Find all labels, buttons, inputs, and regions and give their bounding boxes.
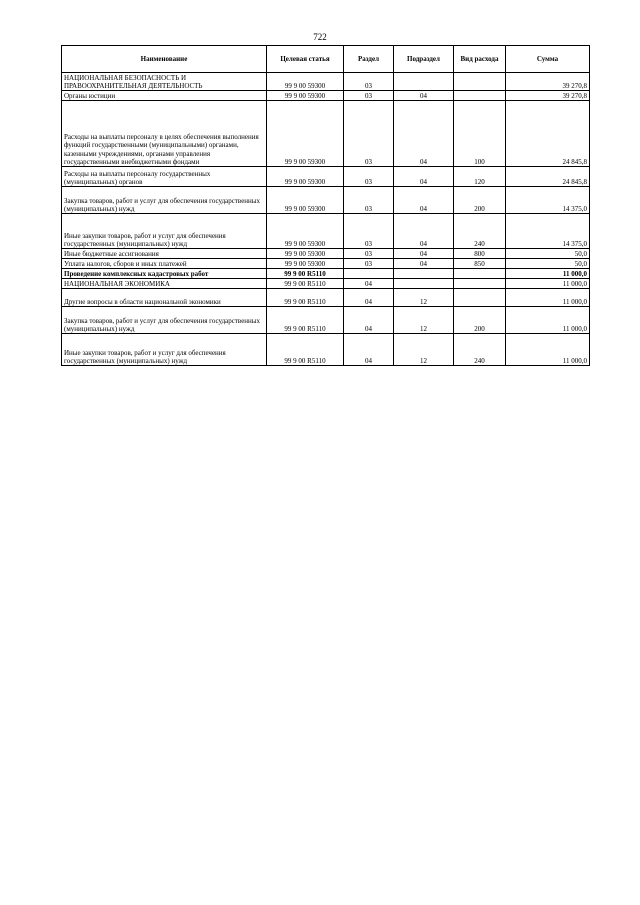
table-body: [62, 73, 590, 366]
table-row: [62, 279, 590, 289]
cell-section: 03: [344, 73, 394, 91]
table-row: [62, 269, 590, 279]
column-header-sum: Сумма: [506, 46, 590, 73]
cell-name: Закупка товаров, работ и услуг для обеспечения государственных (муниципальных) нужд: [62, 187, 267, 214]
cell-sum: 11 000,0: [506, 289, 590, 307]
cell-subsection: 04: [394, 259, 454, 269]
cell-subsection: 04: [394, 167, 454, 187]
cell-target-code: 99 9 00 R5110: [267, 334, 344, 366]
table-row: [62, 214, 590, 249]
cell-target-code: 99 9 00 59300: [267, 259, 344, 269]
cell-sum: 14 375,0: [506, 214, 590, 249]
cell-sum: 50,0: [506, 259, 590, 269]
cell-expense-type: 240: [454, 334, 506, 366]
cell-section: 03: [344, 259, 394, 269]
cell-expense-type: [454, 289, 506, 307]
cell-name: Другие вопросы в области национальной экономики: [62, 289, 267, 307]
cell-section: 03: [344, 214, 394, 249]
cell-sum: 39 270,8: [506, 91, 590, 101]
cell-expense-type: 100: [454, 101, 506, 167]
cell-expense-type: 120: [454, 167, 506, 187]
cell-name: Расходы на выплаты персоналу государственных (муниципальных) органов: [62, 167, 267, 187]
cell-expense-type: 850: [454, 259, 506, 269]
page-number: 722: [313, 32, 327, 42]
cell-subsection: 04: [394, 101, 454, 167]
cell-subsection: 12: [394, 334, 454, 366]
cell-section: 04: [344, 307, 394, 334]
cell-target-code: 99 9 00 59300: [267, 249, 344, 259]
column-header-section: Раздел: [344, 46, 394, 73]
table-row: [62, 187, 590, 214]
cell-name: Органы юстиции: [62, 91, 267, 101]
cell-subsection: 04: [394, 187, 454, 214]
cell-section: [344, 269, 394, 279]
table-row: [62, 73, 590, 91]
cell-target-code: 99 9 00 R5110: [267, 307, 344, 334]
cell-section: 03: [344, 249, 394, 259]
cell-expense-type: 240: [454, 214, 506, 249]
cell-section: 04: [344, 279, 394, 289]
cell-subsection: [394, 279, 454, 289]
table-row: [62, 249, 590, 259]
cell-name: Иные бюджетные ассигнования: [62, 249, 267, 259]
cell-expense-type: [454, 91, 506, 101]
cell-expense-type: [454, 269, 506, 279]
cell-target-code: 99 9 00 59300: [267, 73, 344, 91]
table-row: [62, 334, 590, 366]
column-header-code: Целевая статья: [267, 46, 344, 73]
cell-name: Уплата налогов, сборов и иных платежей: [62, 259, 267, 269]
cell-sum: 11 000,0: [506, 307, 590, 334]
table-row: [62, 101, 590, 167]
table-header-row: [62, 46, 590, 73]
cell-subsection: 12: [394, 289, 454, 307]
cell-target-code: 99 9 00 59300: [267, 167, 344, 187]
cell-name: Иные закупки товаров, работ и услуг для обеспечения государственных (муниципальных) нужд: [62, 214, 267, 249]
cell-expense-type: 200: [454, 187, 506, 214]
table-row: [62, 91, 590, 101]
table-row: [62, 289, 590, 307]
cell-sum: 24 845,8: [506, 101, 590, 167]
cell-target-code: 99 9 00 R5110: [267, 269, 344, 279]
cell-expense-type: [454, 279, 506, 289]
cell-sum: 39 270,8: [506, 73, 590, 91]
cell-section: 03: [344, 187, 394, 214]
cell-expense-type: 800: [454, 249, 506, 259]
cell-name: НАЦИОНАЛЬНАЯ БЕЗОПАСНОСТЬ И ПРАВООХРАНИТЕЛЬНАЯ ДЕЯТЕЛЬНОСТЬ: [62, 73, 267, 91]
cell-target-code: 99 9 00 59300: [267, 101, 344, 167]
cell-sum: 11 000,0: [506, 269, 590, 279]
cell-section: 03: [344, 101, 394, 167]
cell-target-code: 99 9 00 59300: [267, 214, 344, 249]
cell-sum: 50,0: [506, 249, 590, 259]
cell-subsection: 04: [394, 214, 454, 249]
budget-table: [61, 45, 590, 366]
cell-section: 04: [344, 334, 394, 366]
cell-name: Иные закупки товаров, работ и услуг для обеспечения государственных (муниципальных) нужд: [62, 334, 267, 366]
cell-expense-type: [454, 73, 506, 91]
cell-sum: 14 375,0: [506, 187, 590, 214]
column-header-subsection: Подраздел: [394, 46, 454, 73]
cell-target-code: 99 9 00 59300: [267, 187, 344, 214]
cell-sum: 24 845,8: [506, 167, 590, 187]
cell-subsection: 04: [394, 91, 454, 101]
cell-sum: 11 000,0: [506, 279, 590, 289]
column-header-name: Наименование: [62, 46, 267, 73]
cell-expense-type: 200: [454, 307, 506, 334]
cell-subsection: 12: [394, 307, 454, 334]
cell-name: НАЦИОНАЛЬНАЯ ЭКОНОМИКА: [62, 279, 267, 289]
cell-target-code: 99 9 00 R5110: [267, 279, 344, 289]
table-row: [62, 259, 590, 269]
table-row: [62, 307, 590, 334]
cell-section: 04: [344, 289, 394, 307]
cell-subsection: [394, 73, 454, 91]
cell-name: Проведение комплексных кадастровых работ: [62, 269, 267, 279]
cell-name: Расходы на выплаты персоналу в целях обеспечения выполнения функций государственными (муниципальными) органами, казенными учреждениями, органами управления государственными внебюджетными фондами: [62, 101, 267, 167]
cell-target-code: 99 9 00 R5110: [267, 289, 344, 307]
cell-section: 03: [344, 91, 394, 101]
cell-subsection: 04: [394, 249, 454, 259]
cell-target-code: 99 9 00 59300: [267, 91, 344, 101]
cell-subsection: [394, 269, 454, 279]
cell-section: 03: [344, 167, 394, 187]
cell-name: Закупка товаров, работ и услуг для обеспечения государственных (муниципальных) нужд: [62, 307, 267, 334]
cell-sum: 11 000,0: [506, 334, 590, 366]
column-header-expense-type: Вид расхода: [454, 46, 506, 73]
table-row: [62, 167, 590, 187]
